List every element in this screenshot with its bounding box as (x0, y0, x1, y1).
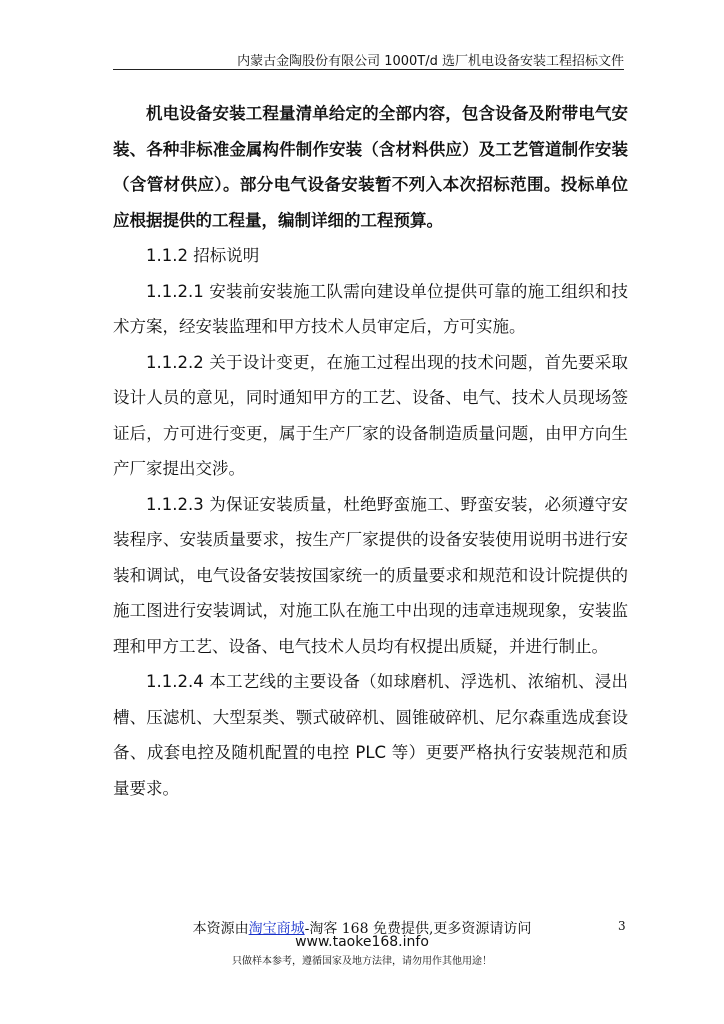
page-number: 3 (618, 919, 626, 933)
header-divider (113, 69, 624, 70)
footer-suffix: -淘客 168 免费提供,更多资源请访问 (304, 921, 532, 937)
footer-store-link[interactable]: 淘宝商城 (248, 921, 305, 937)
paragraph-1-1-2-1: 1.1.2.1 安装前安装施工队需向建设单位提供可靠的施工组织和技术方案，经安装监理和甲方技术人员审定后，方可实施。 (113, 281, 628, 336)
section-heading: 1.1.2 招标说明 (146, 246, 260, 265)
footer-disclaimer: 只做样本参考，遵循国家及地方法律，请勿用作其他用途！ (232, 956, 492, 967)
paragraph-1-1-2-2: 1.1.2.2 关于设计变更，在施工过程出现的技术问题，首先要采取设计人员的意见，同时通知甲方的工艺、设备、电气、技术人员现场签证后，方可进行变更，属于生产厂家的设备制造质量问题，由甲方向生产厂家提出交涉。 (113, 352, 628, 478)
document-body (113, 96, 628, 806)
footer-prefix: 本资源由 (192, 921, 249, 937)
paragraph-1-1-2-3: 1.1.2.3 为保证安装质量，杜绝野蛮施工、野蛮安装，必须遵守安装程序、安装质量要求，按生产厂家提供的设备安装使用说明书进行安装和调试，电气设备安装按国家统一的质量要求和规范和设计院提供的施工图进行安装调试，对施工队在施工中出现的违章违规现象，安装监理和甲方工艺、设备、电气技术人员均有权提出质疑，并进行制止。 (113, 494, 628, 656)
paragraph-scope: 机电设备安装工程量清单给定的全部内容，包含设备及附带电气安装、各种非标准金属构件制作安装（含材料供应）及工艺管道制作安装（含管材供应）。部分电气设备安装暂不列入本次招标范围。投标单位应根据提供的工程量，编制详细的工程预算。 (113, 104, 628, 230)
paragraph-1-1-2-4: 1.1.2.4 本工艺线的主要设备（如球磨机、浮选机、浓缩机、浸出槽、压滤机、大型泵类、颚式破碎机、圆锥破碎机、尼尔森重选成套设备、成套电控及随机配置的电控 PLC 等）更要严格执行安装规范和质量要求。 (113, 672, 628, 798)
document-header-title: 内蒙古金陶股份有限公司 1000T/d 选厂机电设备安装工程招标文件 (237, 54, 624, 69)
footer-url[interactable]: www.taoke168.info (295, 934, 429, 950)
